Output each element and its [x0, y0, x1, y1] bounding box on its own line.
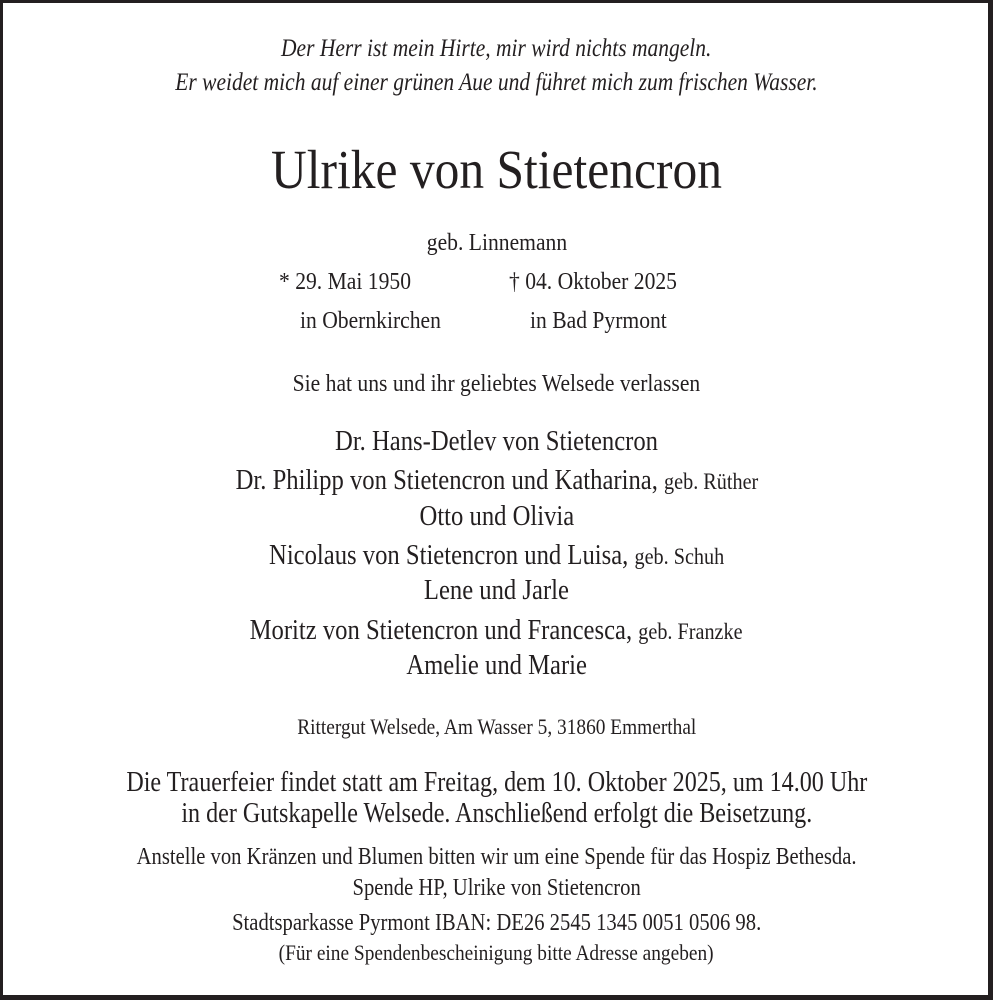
birth-place: in Obernkirchen: [300, 308, 441, 334]
mourner-line-4: [0, 542, 993, 570]
deceased-name: Ulrike von Stietencron: [271, 139, 722, 200]
mourner-name: Moritz von Stietencron und Francesca,: [250, 615, 633, 646]
statement-line: [0, 372, 993, 396]
death-place: in Bad Pyrmont: [530, 308, 667, 334]
epigraph-text-2: Er weidet mich auf einer grünen Aue und führet mich zum frischen Wasser.: [175, 69, 818, 96]
death-cross-icon: †: [509, 269, 520, 295]
mourner-note: geb. Rüther: [663, 469, 758, 494]
mourner-line-2: [0, 467, 993, 495]
donation-text-1: Anstelle von Kränzen und Blumen bitten wir um eine Spende für das Hospiz Bethesda.: [136, 844, 857, 870]
mourner-note: geb. Schuh: [634, 544, 725, 569]
maiden-name-line: [0, 231, 993, 255]
dates-row: [0, 270, 993, 300]
donation-note: (Für eine Spendenbescheinigung bitte Adresse angeben): [279, 940, 714, 965]
donation-line-4: [0, 942, 993, 964]
mourner-line-3: [0, 503, 993, 531]
donation-line-3: [0, 911, 993, 935]
statement-text: Sie hat uns und ihr geliebtes Welsede verlassen: [292, 371, 701, 397]
mourner-line-7: [0, 652, 993, 680]
deceased-name-line: [0, 139, 993, 200]
mourner-name: Nicolaus von Stietencron und Luisa,: [268, 540, 629, 571]
mourner-name: Dr. Philipp von Stietencron und Katharina,: [235, 465, 658, 496]
mourner-line-1: [0, 428, 993, 456]
bank-details: Stadtsparkasse Pyrmont IBAN: DE26 2545 1345 0051 0506 98.: [231, 910, 762, 936]
service-text-2: in der Gutskapelle Welsede. Anschließend erfolgt die Beisetzung.: [181, 798, 812, 829]
mourner-line-6: [0, 617, 993, 645]
mourner-name: Amelie und Marie: [406, 650, 587, 681]
death-date: † 04. Oktober 2025: [509, 269, 677, 295]
donation-line-1: [0, 845, 993, 869]
service-line-1: [0, 769, 993, 797]
epigraph-line-1: [0, 36, 993, 61]
service-line-2: [0, 800, 993, 828]
mourner-name: Lene und Jarle: [423, 575, 570, 606]
epigraph-text-1: Der Herr ist mein Hirte, mir wird nichts mangeln.: [281, 35, 712, 62]
mourner-name: Dr. Hans-Detlev von Stietencron: [335, 426, 658, 457]
service-text-1: Die Trauerfeier findet statt am Freitag, dem 10. Oktober 2025, um 14.00 Uhr: [126, 767, 867, 798]
mourner-line-5: [0, 577, 993, 605]
mourner-note: geb. Franzke: [638, 619, 743, 644]
mourner-name: Otto und Olivia: [419, 501, 574, 532]
birth-date: * 29. Mai 1950: [279, 269, 412, 295]
places-row: [0, 309, 993, 339]
address-line: [0, 716, 993, 738]
donation-line-2: [0, 876, 993, 900]
epigraph-line-2: [0, 70, 993, 95]
birth-star-icon: *: [279, 269, 290, 295]
maiden-name: geb. Linnemann: [426, 230, 567, 256]
donation-text-2: Spende HP, Ulrike von Stietencron: [352, 875, 641, 901]
address-text: Rittergut Welsede, Am Wasser 5, 31860 Emmerthal: [296, 714, 697, 739]
